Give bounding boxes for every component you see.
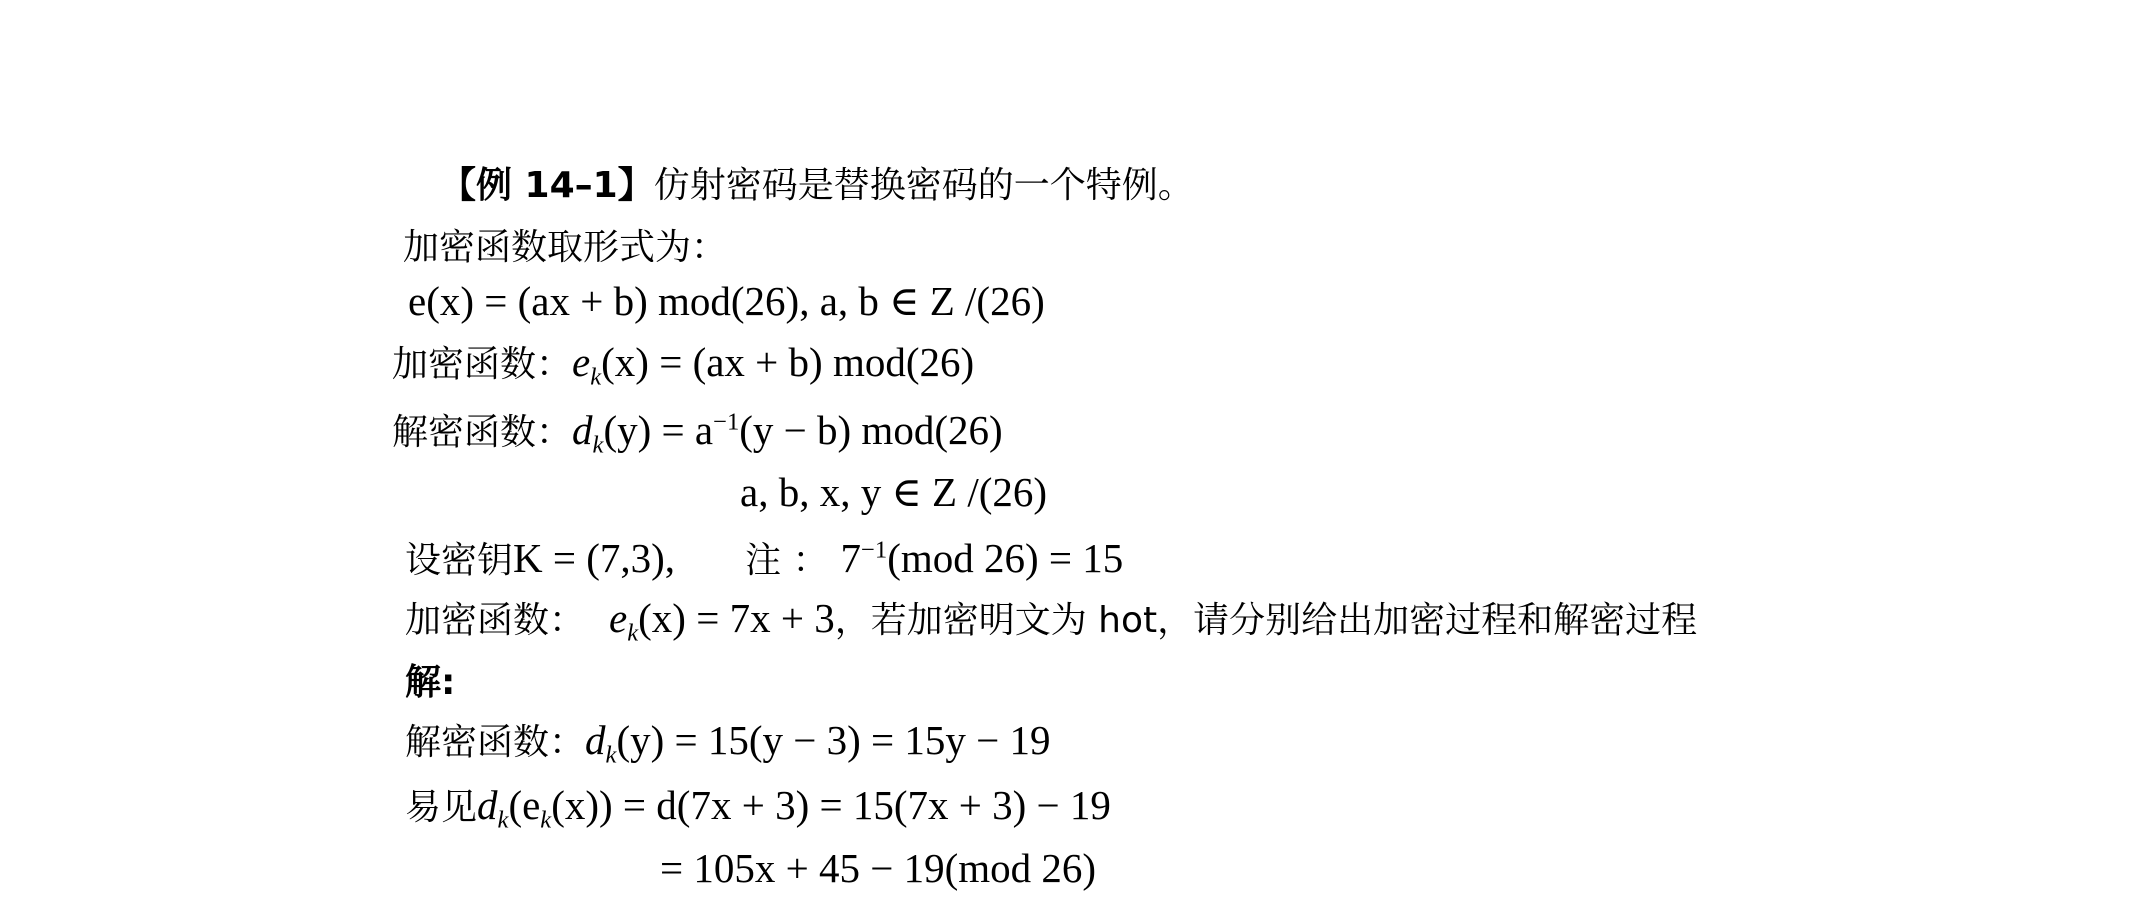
enc2-task-text: ，若加密明文为 hot，请分别给出加密过程和解密过程 [834, 600, 1698, 641]
encryption-task-line [405, 595, 1698, 647]
key-formula: K = (7,3), [513, 535, 676, 581]
enc-formula: $e_k(x) = (ax + b)$ mod(26) [572, 339, 975, 391]
key-label: 设密钥 [405, 540, 514, 581]
form-intro: 加密函数取形式为： [403, 227, 728, 268]
dec2-label: 解密函数： [405, 722, 586, 763]
dec-label: 解密函数： [392, 412, 573, 453]
decryption-key-line [405, 717, 1051, 769]
domain-formula: a, b, x, y ∈ Z /(26) [740, 469, 1048, 515]
enc-label: 加密函数： [392, 344, 573, 385]
note-formula: $7^{-1}(mod$ 26) = 15 [840, 535, 1124, 581]
key-line [405, 535, 1124, 581]
note-label: 注 ： [745, 540, 829, 581]
decryption-function-line [392, 407, 1003, 459]
enc2-formula: $e_k(x) = 7x + 3$ [609, 595, 835, 647]
dec-formula: $d_k(y) = a^{-1}(y - b)$ mod(26) [572, 407, 1003, 459]
example-title: 仿射密码是替换密码的一个特例。 [653, 165, 1194, 206]
encryption-function-line [392, 339, 975, 391]
final-formula: = 105x + 45 − 19(mod 26) [660, 845, 1097, 891]
solution-label: 解: [405, 662, 456, 703]
example-label: 【例 14–1】 [440, 165, 654, 206]
example-header [440, 165, 1194, 206]
easy-label: 易见 [405, 787, 478, 828]
easy-formula: $d_k(e_k(x)) = d(7x + 3) = 15(7x + 3) - 19$ [477, 782, 1111, 834]
form-formula: e(x) = (ax + b) mod(26), a, b ∈ Z /(26) [408, 278, 1045, 324]
verification-line [405, 782, 1111, 834]
enc2-label: 加密函数： [405, 600, 586, 641]
dec2-formula: $d_k(y) = 15(y - 3) = 15y - 19$ [585, 717, 1051, 769]
